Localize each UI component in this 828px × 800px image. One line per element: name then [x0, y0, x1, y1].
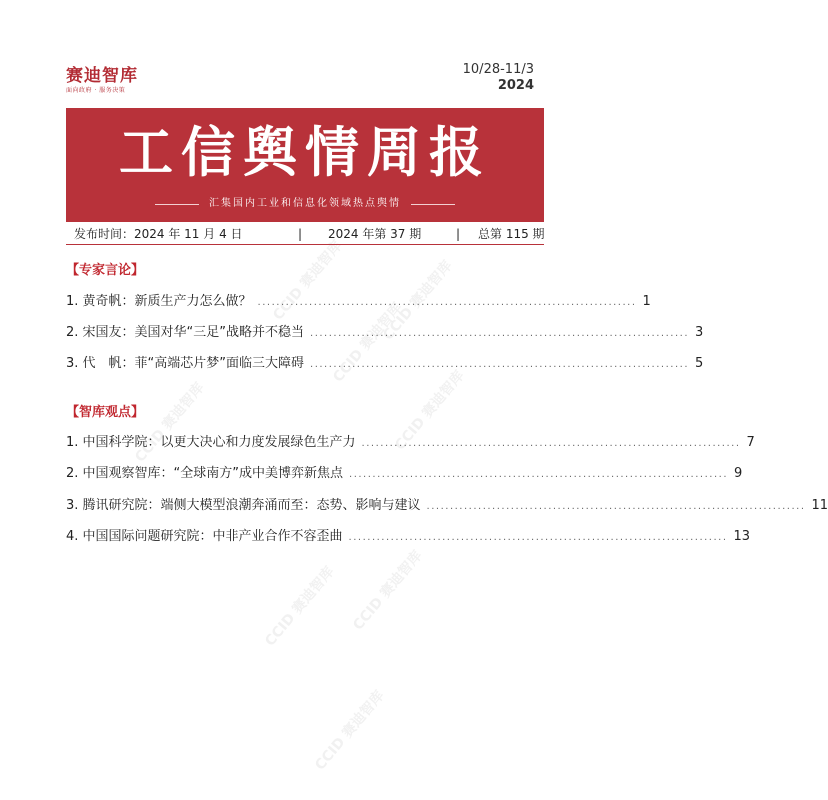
toc-page-number: 11: [811, 498, 828, 513]
toc-item[interactable]: [66, 465, 743, 483]
toc-item[interactable]: [66, 528, 751, 546]
watermark-2: CCID 赛迪智库: [380, 257, 456, 344]
brand-logo: [66, 66, 138, 95]
toc-leader-dots: .................................................................................: [361, 438, 741, 449]
toc-leader-dots: .................................................................................: [310, 328, 689, 339]
toc-leader-dots: .................................................................................: [348, 532, 728, 543]
subtitle-divider-right: [411, 204, 455, 205]
issue-number: 2024 年第 37 期: [328, 227, 422, 241]
publish-date: 发布时间：2024 年 11 月 4 日: [74, 227, 243, 241]
watermark-7: CCID 赛迪智库: [350, 547, 426, 634]
toc-page-number: 5: [695, 356, 704, 371]
toc-page-number: 9: [734, 466, 743, 481]
toc-item-title: 3. 腾讯研究院：端侧大模型浪潮奔涌而至：态势、影响与建议: [66, 498, 421, 513]
toc-page-number: 3: [695, 325, 704, 340]
toc-item-title: 4. 中国国际问题研究院：中非产业合作不容歪曲: [66, 529, 343, 544]
toc-page-number: 7: [746, 435, 755, 450]
subtitle-divider-left: [155, 204, 199, 205]
watermark-6: CCID 赛迪智库: [262, 563, 338, 650]
logo-text: 赛迪智库: [66, 66, 138, 86]
section-heading-expert: 【专家言论】: [66, 263, 145, 278]
report-title: 工信舆情周报: [119, 120, 491, 184]
toc-leader-dots: .................................................................................: [310, 359, 689, 370]
watermark-8: CCID 赛迪智库: [312, 687, 388, 774]
toc-item-title: 3. 代 帆：菲“高端芯片梦”面临三大障碍: [66, 356, 305, 371]
title-banner: [66, 108, 544, 222]
issue-year: 2024: [497, 78, 534, 93]
publication-info-bar: [66, 224, 544, 245]
watermark-5: CCID 赛迪智库: [392, 367, 468, 454]
toc-item-title: 2. 中国观察智库：“全球南方”成中美博弈新焦点: [66, 466, 344, 481]
watermark-1: CCID 赛迪智库: [270, 237, 346, 324]
banner-subtitle-row: [66, 196, 544, 212]
toc-leader-dots: .................................................................................: [349, 469, 728, 480]
toc-page-number: 1: [642, 294, 651, 309]
issue-date-block: [463, 62, 534, 94]
section-heading-thinktank: 【智库观点】: [66, 405, 145, 420]
toc-item[interactable]: [66, 293, 651, 311]
watermark-4: CCID 赛迪智库: [132, 379, 208, 466]
total-issue-number: 总第 115 期: [478, 227, 545, 241]
toc-page-number: 13: [733, 529, 751, 544]
toc-item-title: 1. 黄奇帆：新质生产力怎么做？: [66, 294, 252, 309]
pubinfo-separator-1: |: [298, 227, 303, 241]
report-subtitle: 汇集国内工业和信息化领域热点舆情: [209, 198, 401, 209]
pubinfo-separator-2: |: [456, 227, 461, 241]
toc-item[interactable]: [66, 355, 704, 373]
toc-leader-dots: .................................................................................: [257, 297, 637, 308]
toc-item[interactable]: [66, 497, 828, 515]
toc-item-title: 1. 中国科学院：以更大决心和力度发展绿色生产力: [66, 435, 356, 450]
toc-item-title: 2. 宋国友：美国对华“三足”战略并不稳当: [66, 325, 305, 340]
logo-tagline: 面向政府 · 服务决策: [66, 87, 126, 94]
toc-item[interactable]: [66, 434, 755, 452]
toc-leader-dots: .................................................................................: [426, 501, 806, 512]
issue-date-range: 10/28-11/3: [462, 62, 534, 77]
toc-item[interactable]: [66, 324, 704, 342]
watermark-3: CCID 赛迪智库: [330, 299, 406, 386]
